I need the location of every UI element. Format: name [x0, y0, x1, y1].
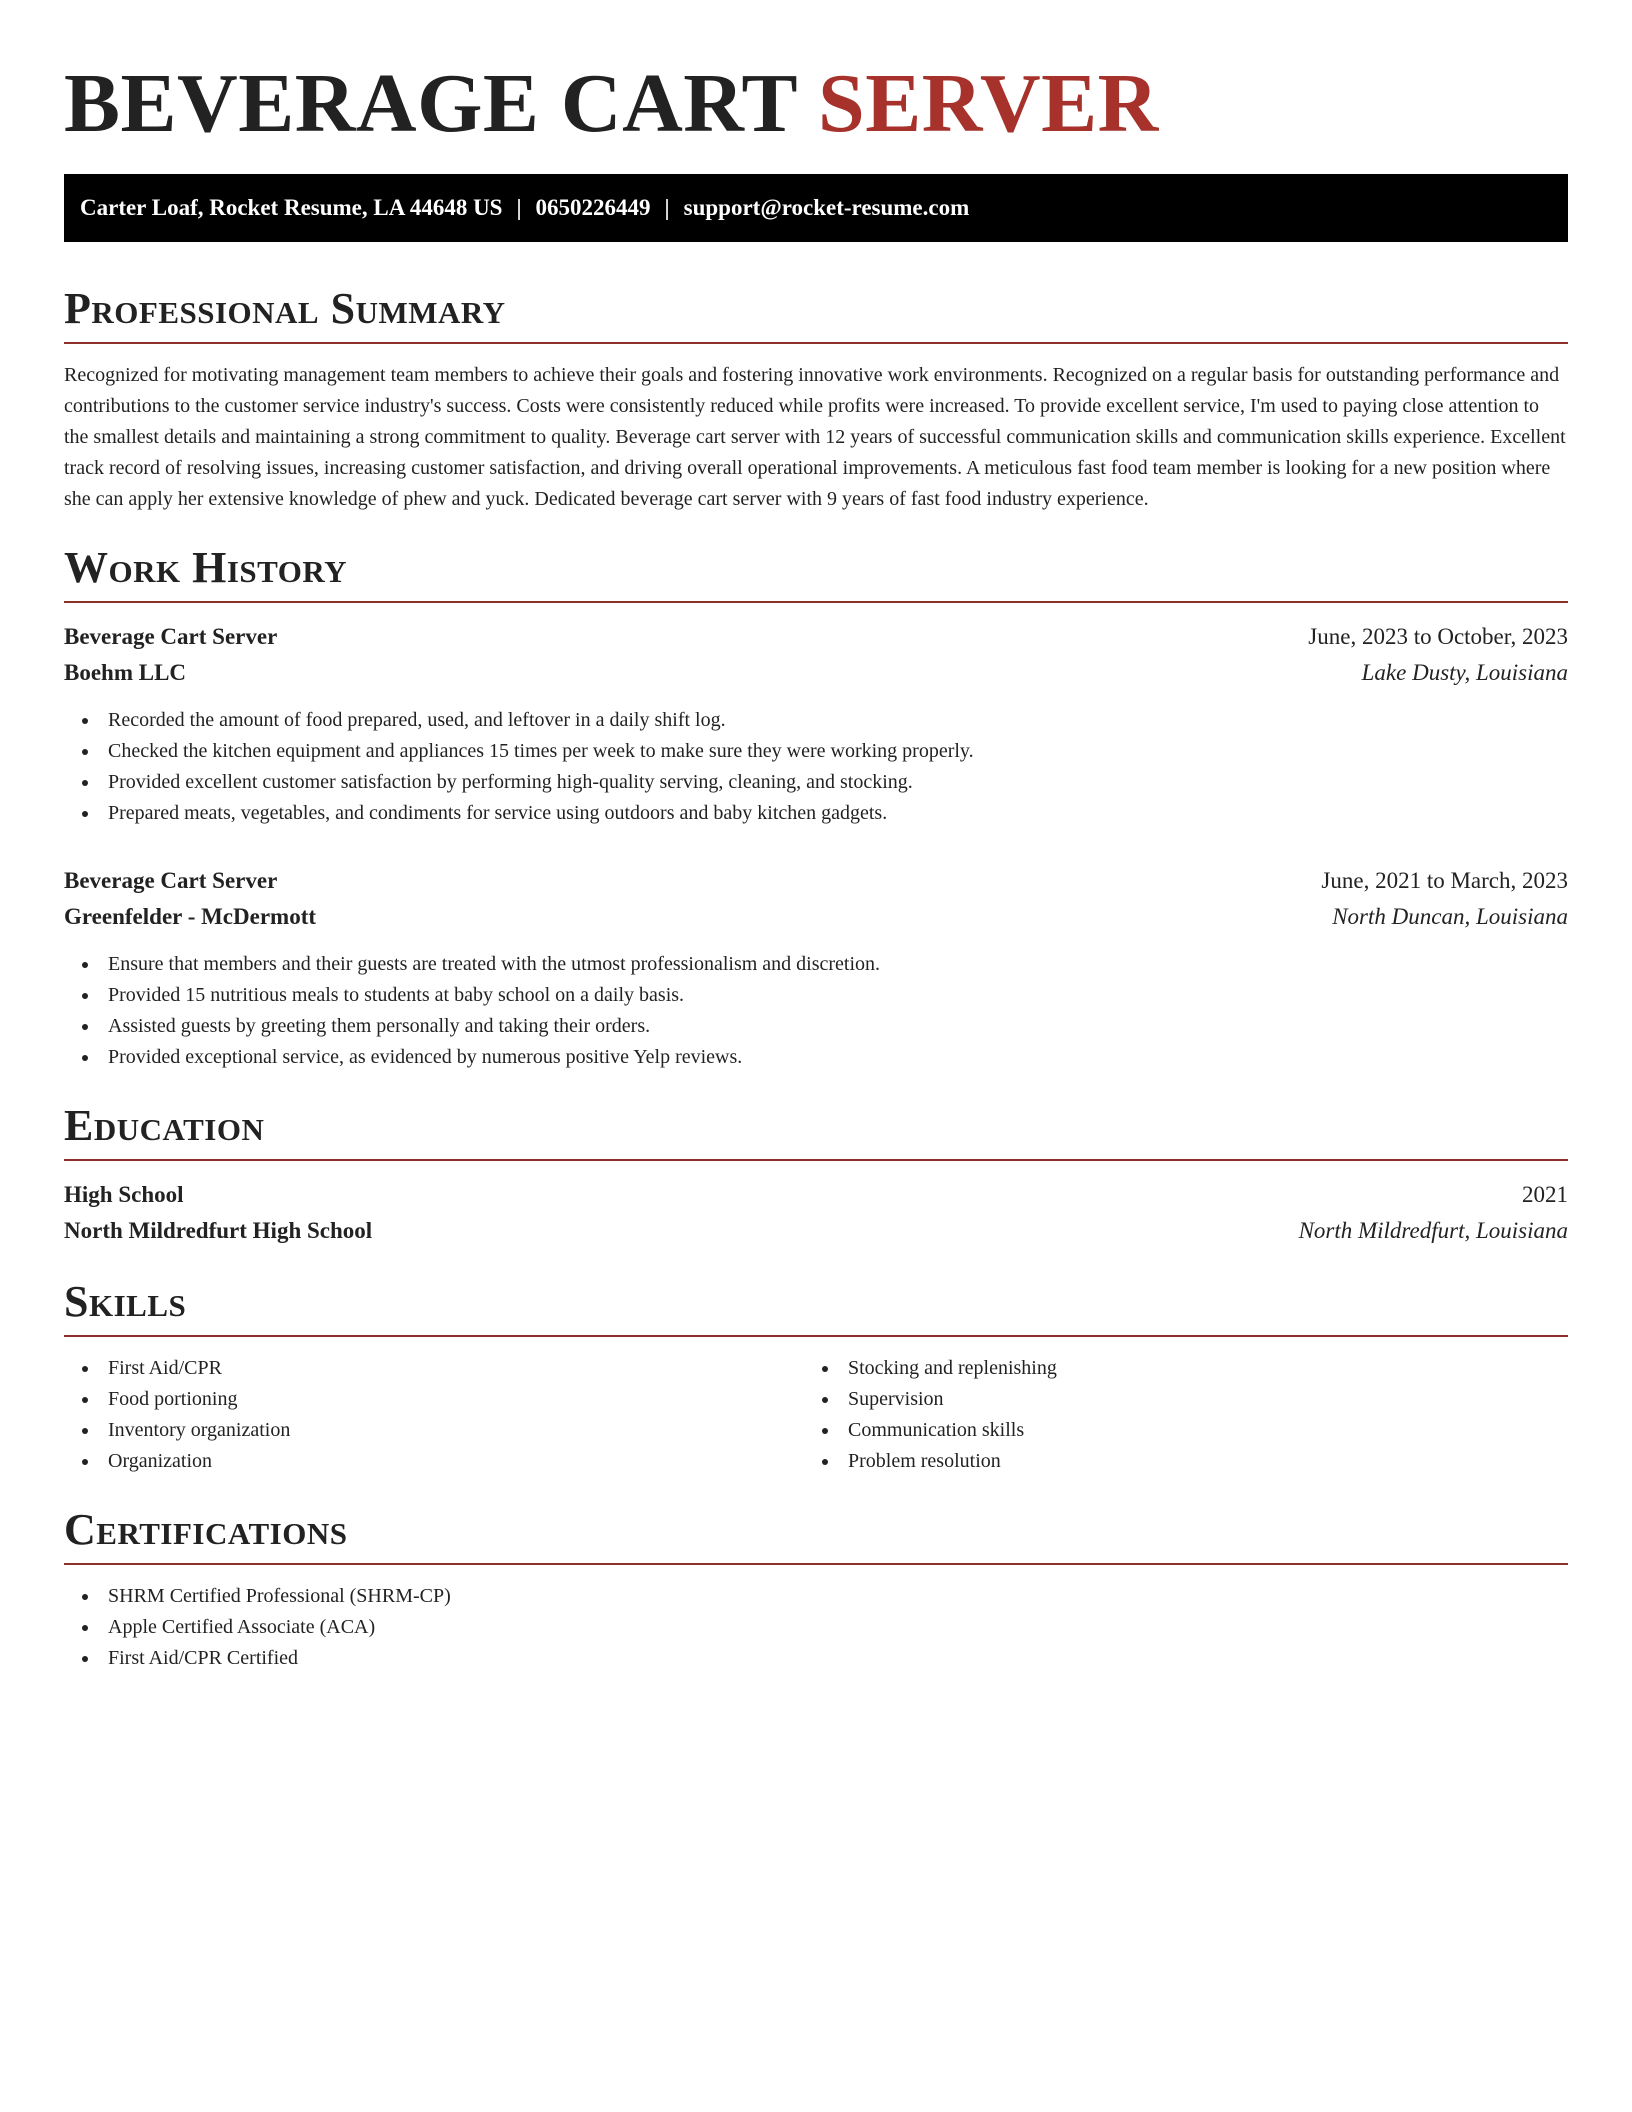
title-accent: SERVER	[817, 57, 1159, 150]
certifications-list	[64, 1581, 1568, 1674]
education-school: North Mildredfurt High School	[64, 1218, 373, 1243]
list-item: Organization	[64, 1446, 804, 1477]
skills-section	[64, 1277, 1568, 1477]
job-title-row	[64, 863, 1568, 899]
summary-text: Recognized for motivating management team members to achieve their goals and fostering innovative work environments. Recognized on a regular basis for outstanding performance and contributions to the customer service industry's success. Costs were consistently reduced while profits were increased. To provide excellent service, I'm used to paying close attention to the smallest details and maintaining a strong commitment to quality. Beverage cart server with 12 years of successful communication skills and communication skills experience. Excellent track record of resolving issues, increasing customer satisfaction, and driving overall operational improvements. A meticulous fast food team member is looking for a new position where she can apply her extensive knowledge of phew and yuck. Dedicated beverage cart server with 9 years of fast food industry experience.	[64, 364, 1566, 510]
section-divider	[64, 1335, 1568, 1337]
job-location: Lake Dusty, Louisiana	[1361, 660, 1568, 685]
section-divider	[64, 1159, 1568, 1161]
education-location: North Mildredfurt, Louisiana	[1298, 1218, 1568, 1243]
list-item: Communication skills	[804, 1415, 1544, 1446]
job-title-row	[64, 619, 1568, 655]
section-heading: Education	[64, 1101, 265, 1150]
section-divider	[64, 342, 1568, 344]
list-item: Supervision	[804, 1384, 1544, 1415]
job-company: Boehm LLC	[64, 660, 187, 685]
job-title: Beverage Cart Server	[64, 868, 278, 893]
section-heading: Certifications	[64, 1505, 348, 1554]
contact-separator: |	[664, 195, 670, 220]
contact-address: Carter Loaf, Rocket Resume, LA 44648 US	[80, 195, 503, 220]
list-item: Food portioning	[64, 1384, 804, 1415]
education-year: 2021	[1522, 1182, 1568, 1207]
section-divider	[64, 601, 1568, 603]
section-divider	[64, 1563, 1568, 1565]
list-item: Checked the kitchen equipment and appliances 15 times per week to make sure they were working properly.	[64, 736, 1568, 767]
work-history-section	[64, 543, 1568, 1073]
job-entry	[64, 863, 1568, 1073]
skills-column-right	[804, 1353, 1544, 1477]
job-entry	[64, 619, 1568, 829]
skills-column-left	[64, 1353, 804, 1477]
section-heading: Skills	[64, 1277, 187, 1326]
job-company: Greenfelder - McDermott	[64, 904, 317, 929]
list-item: Assisted guests by greeting them personally and taking their orders.	[64, 1011, 1568, 1042]
list-item: Problem resolution	[804, 1446, 1544, 1477]
section-heading: Professional Summary	[64, 284, 506, 333]
certifications-section	[64, 1505, 1568, 1674]
contact-email: support@rocket-resume.com	[683, 195, 970, 220]
list-item: Provided excellent customer satisfaction by performing high-quality serving, cleaning, and stocking.	[64, 767, 1568, 798]
job-title: Beverage Cart Server	[64, 624, 278, 649]
contact-separator: |	[516, 195, 522, 220]
list-item: Stocking and replenishing	[804, 1353, 1544, 1384]
list-item: Ensure that members and their guests are treated with the utmost professionalism and discretion.	[64, 949, 1568, 980]
list-item: First Aid/CPR Certified	[64, 1643, 1568, 1674]
job-dates: June, 2021 to March, 2023	[1321, 868, 1568, 893]
education-entry	[64, 1177, 1568, 1249]
job-duties	[64, 949, 1568, 1073]
job-company-row	[64, 655, 1568, 691]
list-item: Prepared meats, vegetables, and condiments for service using outdoors and baby kitchen gadgets.	[64, 798, 1568, 829]
resume-title	[64, 58, 1568, 150]
education-degree-row	[64, 1177, 1568, 1213]
section-heading: Work History	[64, 543, 348, 592]
skills-grid	[64, 1353, 1568, 1477]
title-main: BEVERAGE CART	[64, 57, 797, 150]
contact-phone: 0650226449	[535, 195, 651, 220]
education-degree: High School	[64, 1182, 184, 1207]
education-section	[64, 1101, 1568, 1249]
contact-bar	[64, 174, 1568, 242]
list-item: Apple Certified Associate (ACA)	[64, 1612, 1568, 1643]
resume-page	[64, 0, 1568, 1674]
summary-section	[64, 284, 1568, 515]
list-item: First Aid/CPR	[64, 1353, 804, 1384]
job-company-row	[64, 899, 1568, 935]
list-item: Inventory organization	[64, 1415, 804, 1446]
job-dates: June, 2023 to October, 2023	[1308, 624, 1568, 649]
list-item: Recorded the amount of food prepared, used, and leftover in a daily shift log.	[64, 705, 1568, 736]
education-school-row	[64, 1213, 1568, 1249]
job-location: North Duncan, Louisiana	[1332, 904, 1568, 929]
job-duties	[64, 705, 1568, 829]
list-item: Provided 15 nutritious meals to students at baby school on a daily basis.	[64, 980, 1568, 1011]
list-item: SHRM Certified Professional (SHRM-CP)	[64, 1581, 1568, 1612]
list-item: Provided exceptional service, as evidenced by numerous positive Yelp reviews.	[64, 1042, 1568, 1073]
